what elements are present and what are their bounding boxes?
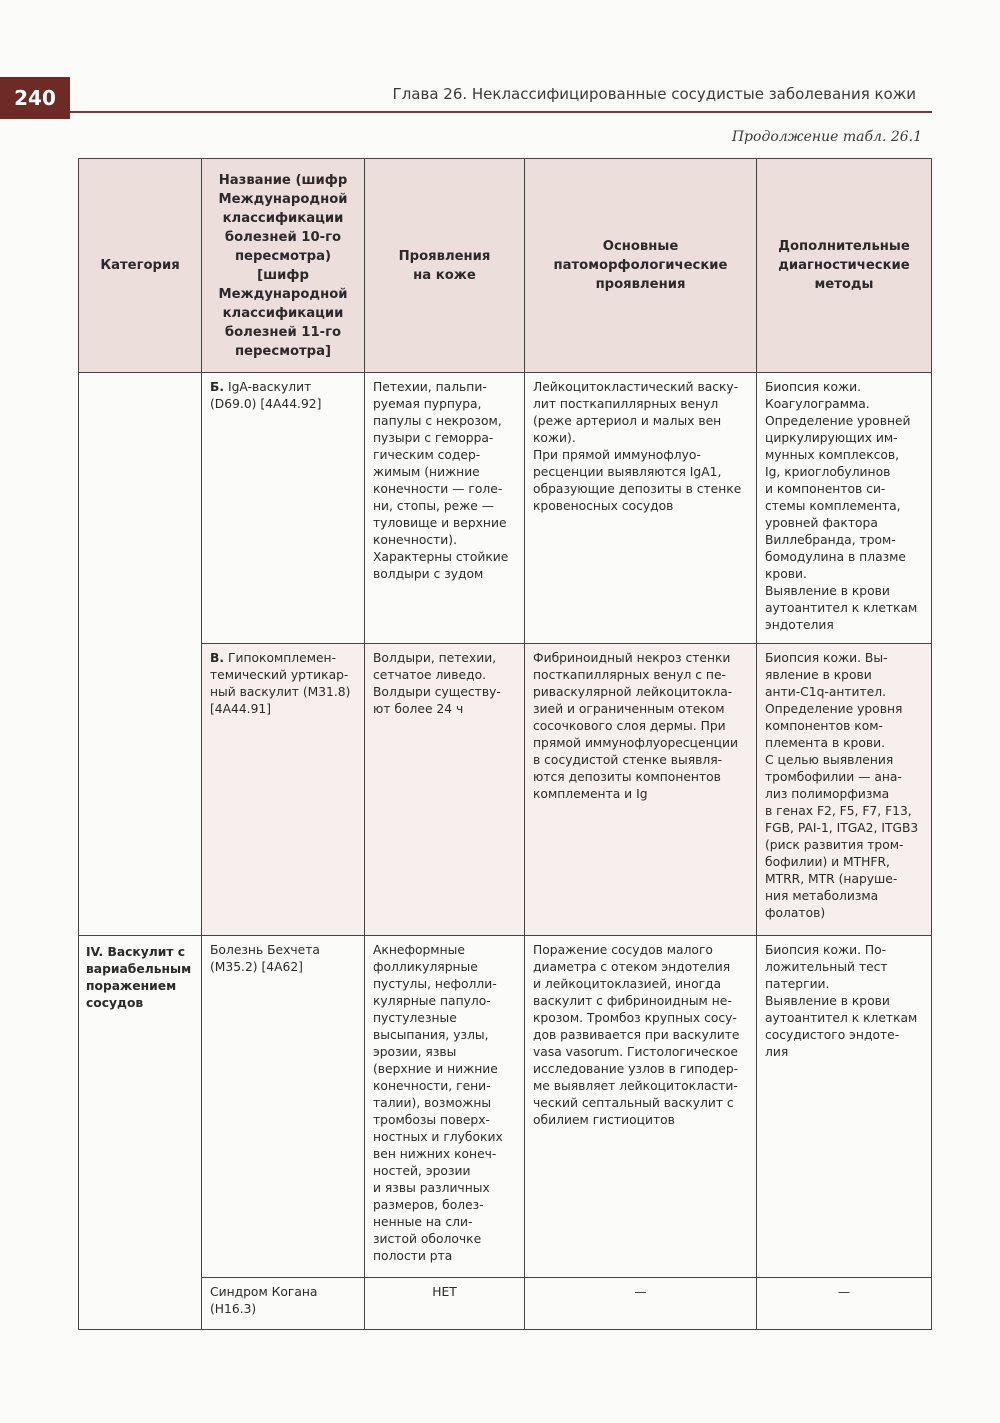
pathomorphology-cell: —	[525, 1278, 757, 1330]
skin-cell: Волдыри, петехии, сетчатое ливедо. Волдыри существу- ют более 24 ч	[365, 644, 525, 936]
diagnostics-cell: Биопсия кожи. По- ложительный тест патергии. Выявление в крови аутоантител к клеткам сосудистого эндоте- лия	[757, 936, 932, 1278]
name-cell: Болезнь Бехчета (M35.2) [4A62]	[202, 936, 365, 1278]
diagnostics-cell: Биопсия кожи. Коагулограмма. Определение уровней циркулирующих им- мунных комплексов, Ig, криоглобулинов и компонентов си- стемы комплемента, уровней фактора Виллебранда, тром- бомодулина в плазме крови. Выявление в крови аутоантител к клеткам эндотелия	[757, 373, 932, 644]
pathomorphology-cell: Лейкоцитокластический васку- лит посткапиллярных венул (реже артериол и малых вен кожи). При прямой иммунофлуо- ресценции выявляются IgA1, образующие депозиты в стенке кровеносных сосудов	[525, 373, 757, 644]
diagnostics-cell: Биопсия кожи. Вы- явление в крови анти-C1q-антител. Определение уровня компонентов ком- племента в крови. С целью выявления тромбофилии — ана- лиз полиморфизма в генах F2, F5, F7, F13, FGB, PAI-1, ITGA2, ITGB3 (риск развития тром- бофилии) и MTHFR, MTRR, MTR (наруше- ния метаболизма фолатов)	[757, 644, 932, 936]
table-header-row	[79, 159, 932, 373]
column-header-pathomorphology: Основные патоморфологические проявления	[525, 159, 757, 373]
column-header-skin: Проявления на коже	[365, 159, 525, 373]
table-row	[79, 373, 932, 644]
name-cell: Б. IgA-васкулит (D69.0) [4A44.92]	[202, 373, 365, 644]
column-header-diagnostics: Дополнительные диагностические методы	[757, 159, 932, 373]
pathomorphology-cell: Фибриноидный некроз стенки посткапиллярных венул с пе- риваскулярной лейкоцитокла- зией и ограниченным отеком сосочкового слоя дермы. При прямой иммунофлуоресценции в сосудистой стенке выявля- ются депозиты компонентов комплемента и Ig	[525, 644, 757, 936]
page-number: 240	[14, 86, 56, 110]
item-label: Б.	[210, 380, 225, 394]
chapter-title: Глава 26. Неклассифицированные сосудистые заболевания кожи	[392, 85, 916, 103]
item-label: В.	[210, 651, 225, 665]
skin-cell: НЕТ	[365, 1278, 525, 1330]
diagnostics-cell: —	[757, 1278, 932, 1330]
category-cell	[79, 373, 202, 936]
skin-cell: Петехии, пальпи- руемая пурпура, папулы с некрозом, пузыри с геморра- гическим содер- жимым (нижние конечности — голе- ни, стопы, реже — туловище и верхние конечности). Характерны стойкие волдыри с зудом	[365, 373, 525, 644]
classification-table	[78, 158, 932, 1330]
table-continued-label: Продолжение табл. 26.1	[731, 129, 922, 145]
header-rule	[70, 111, 932, 113]
table-row	[79, 644, 932, 936]
category-cell: IV. Васкулит с вариабельным поражением сосудов	[79, 936, 202, 1330]
table-row	[79, 936, 932, 1278]
column-header-name: Название (шифр Международной классификации болезней 10-го пересмотра) [шифр Международной классификации болезней 11-го пересмотра]	[202, 159, 365, 373]
name-cell: В. Гипокомплемен- темический уртикар- ный васкулит (M31.8) [4A44.91]	[202, 644, 365, 936]
pathomorphology-cell: Поражение сосудов малого диаметра с отеком эндотелия и лейкоцитоклазией, иногда васкулит с фибриноидным не- крозом. Тромбоз крупных сосу- дов развивается при васкулите vasa vasorum. Гистологическое исследование узлов в гиподер- ме выявляет лейкоцитокласти- ческий септальный васкулит с обилием гистиоцитов	[525, 936, 757, 1278]
table-row	[79, 1278, 932, 1330]
name-cell: Синдром Когана (H16.3)	[202, 1278, 365, 1330]
column-header-category: Категория	[79, 159, 202, 373]
skin-cell: Акнеформные фолликулярные пустулы, нефолли- кулярные папуло- пустулезные высыпания, узлы, эрозии, язвы (верхние и нижние конечности, гени- талии), возможны тромбозы поверх- ностных и глубоких вен нижних конеч- ностей, эрозии и язвы различных размеров, болез- ненные на сли- зистой оболочке полости рта	[365, 936, 525, 1278]
